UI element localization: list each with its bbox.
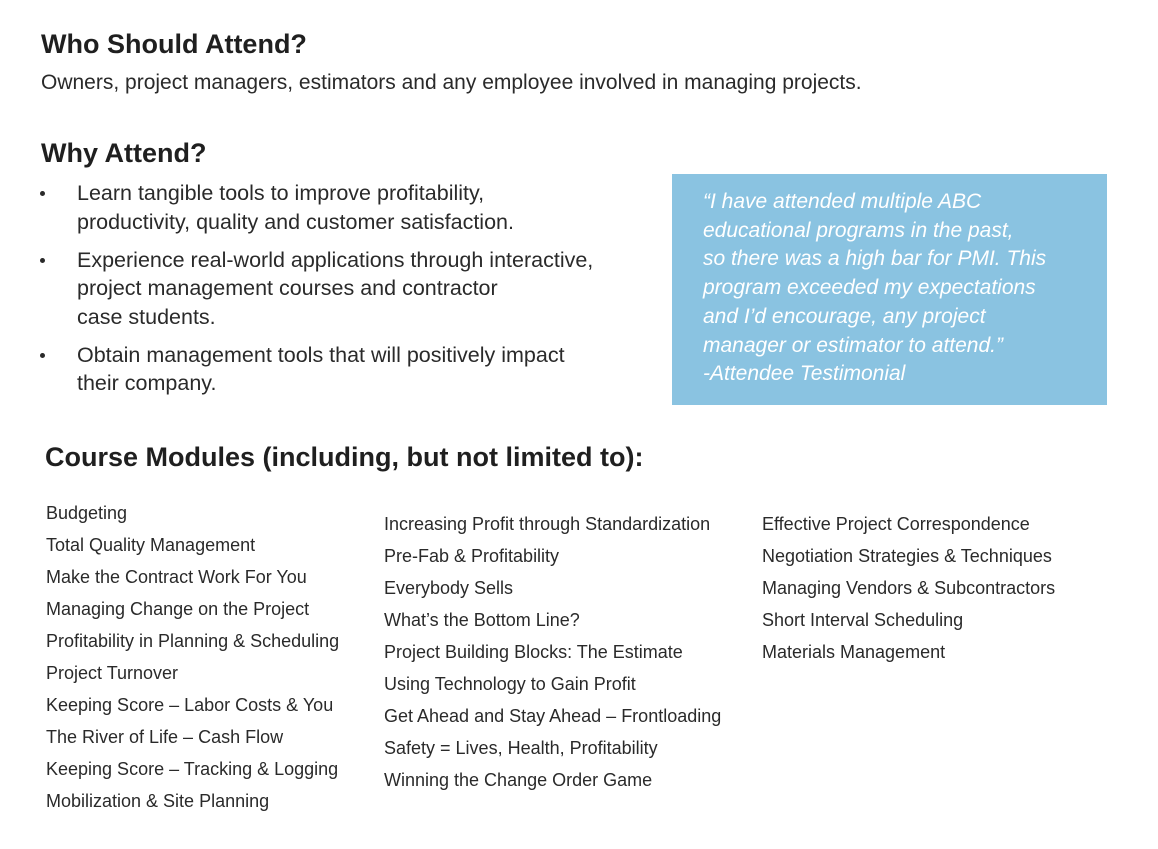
bullet-line: Learn tangible tools to improve profitability, (77, 181, 485, 205)
module-item: Profitability in Planning & Scheduling (46, 631, 340, 651)
testimonial-attribution: -Attendee Testimonial (703, 362, 906, 386)
modules-column-1 (46, 497, 339, 817)
testimonial-line: so there was a high bar for PMI. This (703, 247, 1047, 271)
module-item: Make the Contract Work For You (46, 567, 307, 587)
module-item: Pre-Fab & Profitability (384, 546, 560, 566)
module-item: Total Quality Management (46, 535, 256, 555)
bullet-item (40, 179, 660, 236)
bullet-line: their company. (77, 371, 217, 395)
bullet-item (40, 246, 660, 332)
why-attend-list (40, 179, 660, 407)
bullet-dot-icon (40, 353, 45, 358)
testimonial-line: manager or estimator to attend.” (703, 333, 1003, 357)
module-item: Mobilization & Site Planning (46, 791, 270, 811)
why-attend-heading: Why Attend? (41, 138, 207, 168)
testimonial-line: educational programs in the past, (703, 218, 1014, 242)
modules-column-3 (762, 508, 1055, 668)
testimonial-line: and I’d encourage, any project (703, 304, 986, 328)
bullet-line: Experience real-world applications through interactive, (77, 247, 594, 272)
bullet-item (40, 341, 660, 398)
bullet-dot-icon (40, 258, 45, 263)
testimonial-line: program exceeded my expectations (703, 276, 1036, 300)
testimonial-line: “I have attended multiple ABC (703, 190, 982, 213)
module-item: Keeping Score – Labor Costs & You (46, 695, 334, 715)
who-should-attend-text: Owners, project managers, estimators and any employee involved in managing projects. (41, 71, 862, 94)
module-item: Increasing Profit through Standardization (384, 514, 711, 534)
module-item: Winning the Change Order Game (384, 770, 653, 790)
bullet-line: case students. (77, 304, 216, 329)
bullet-line: Obtain management tools that will positively impact (77, 342, 565, 367)
bullet-line: project management courses and contractor (77, 276, 498, 300)
module-item: Effective Project Correspondence (762, 514, 1030, 534)
module-item: Project Turnover (46, 663, 179, 683)
testimonial-box (672, 174, 1107, 405)
module-item: What’s the Bottom Line? (384, 610, 580, 630)
module-item: Managing Vendors & Subcontractors (762, 578, 1056, 598)
module-item: Using Technology to Gain Profit (384, 674, 636, 694)
module-item: Keeping Score – Tracking & Logging (46, 759, 339, 779)
module-item: Get Ahead and Stay Ahead – Frontloading (384, 706, 722, 726)
module-item: Safety = Lives, Health, Profitability (384, 738, 658, 758)
module-item: Everybody Sells (384, 578, 514, 598)
module-item: The River of Life – Cash Flow (46, 727, 284, 747)
modules-column-2 (384, 508, 721, 796)
bullet-dot-icon (40, 191, 45, 196)
bullet-line: productivity, quality and customer satisfaction. (77, 209, 514, 234)
module-item: Managing Change on the Project (46, 599, 310, 619)
who-should-attend-heading: Who Should Attend? (41, 29, 307, 59)
module-item: Budgeting (46, 503, 128, 523)
module-item: Negotiation Strategies & Techniques (762, 546, 1052, 566)
course-modules-heading: Course Modules (including, but not limited to): (45, 442, 644, 472)
module-item: Materials Management (762, 642, 946, 662)
module-item: Project Building Blocks: The Estimate (384, 642, 683, 662)
module-item: Short Interval Scheduling (762, 610, 964, 630)
